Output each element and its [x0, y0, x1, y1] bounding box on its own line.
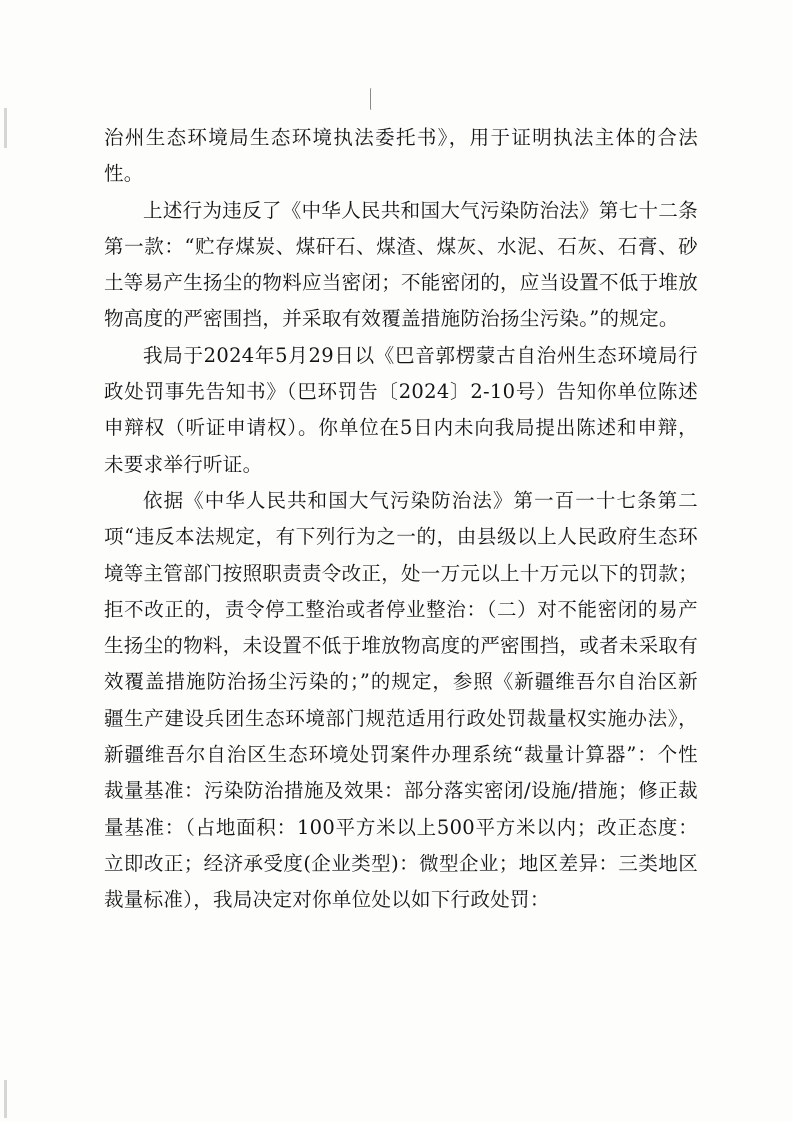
scan-artifact-mark — [370, 88, 373, 110]
scan-edge-mark — [4, 108, 7, 148]
paragraph-continuation: 治州生态环境局生态环境执法委托书》，用于证明执法主体的合法性。 — [104, 126, 698, 186]
document-body — [104, 120, 698, 919]
paragraph-violation: 上述行为违反了《中华人民共和国大气污染防治法》第七十二条第一款：“贮存煤炭、煤矸石、煤渣、煤灰、水泥、石灰、石膏、砂土等易产生扬尘的物料应当密闭；不能密闭的，应当设置不低于堆放物高度的严密围挡，并采取有效覆盖措施防治扬尘污染。”的规定。 — [104, 198, 699, 331]
paragraph-notice: 我局于2024年5月29日以《巴音郭楞蒙古自治州生态环境局行政处罚事先告知书》（巴环罚告〔2024〕2-10号）告知你单位陈述申辩权（听证申请权）。你单位在5日内未向我局提出陈述和申辩，未要求举行听证。 — [104, 343, 698, 476]
paragraph-legal-basis: 依据《中华人民共和国大气污染防治法》第一百一十七条第二项“违反本法规定，有下列行为之一的，由县级以上人民政府生态环境等主管部门按照职责责令改正，处一万元以上十万元以下的罚款；拒不改正的，责令停工整治或者停业整治：（二）对不能密闭的易产生扬尘的物料，未设置不低于堆放物高度的严密围挡，或者未采取有效覆盖措施防治扬尘污染的；”的规定，参照《新疆维吾尔自治区新疆生产建设兵团生态环境部门规范适用行政处罚裁量权实施办法》，新疆维吾尔自治区生态环境处罚案件办理系统“裁量计算器”：个性裁量基准：污染防治措施及效果：部分落实密闭/设施/措施；修正裁量基准：（占地面积：100平方米以上500平方米以内；改正态度：立即改正；经济承受度(企业类型)：微型企业；地区差异：三类地区裁量标准），我局决定对你单位处以如下行政处罚： — [104, 488, 699, 912]
scan-edge-mark — [4, 1080, 7, 1118]
